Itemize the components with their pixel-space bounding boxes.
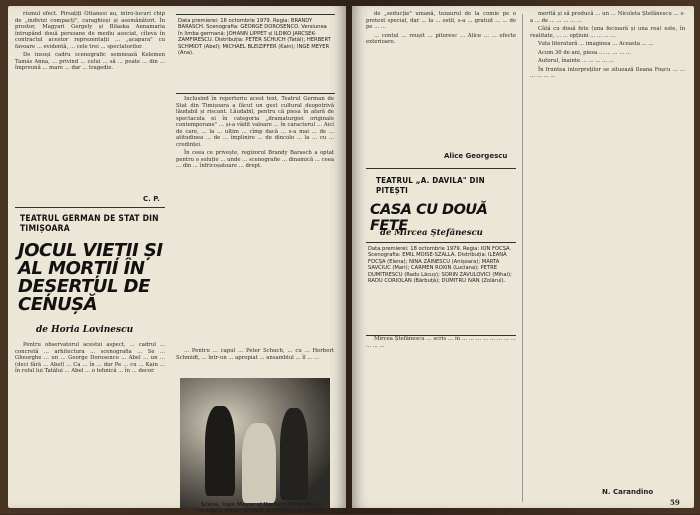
text-paragraph: În fruntea interpreților se situează Ileana Foșcu ... ... ... ... ... ... — [530, 66, 685, 79]
text-paragraph: Mircea Ștefănescu ... scris ... în ... ... ... ... ... ... ... ... ... ... ... — [366, 336, 516, 349]
text-paragraph: Autorul, înainte ... ... ... ... ... — [538, 58, 614, 64]
left-page — [8, 6, 346, 515]
byline: de Mircea Ștefănescu — [380, 228, 483, 238]
left-top-column — [15, 11, 165, 191]
byline: de Horia Lovinescu — [36, 325, 134, 335]
figure-silhouette — [205, 406, 235, 496]
text-paragraph: De insuși cadru scenografic semnează Kelemen Tamás Anna, ... privind ... celui ... să ... poate ... din ... împreună ... mare ... dar ... tragedie. — [15, 52, 165, 71]
premiere-credits-box: Data premierei: 18 octombrie 1979. Regia: ION FOCȘA. Scenografia: EMIL MOISE-SZALLA. Distribuția: ILEANA FOCȘA (Elena); NINA ZĂINESCU (Anișoara); MARTA SAVCIUC (Mari); CARMEN ROXIN (Luciana); PETRE DUMITRESCU (Radu Lăcuș); SORIN ZAVULOVICI (Mihai); RADU CORIOLAN (Bărbuță); DUMITRU IVAN (Zolărul). — [366, 242, 516, 336]
play-title: JOCUL VIEȚII ȘI AL MORȚII ÎN DEȘERTUL DE CENUȘĂ — [18, 240, 163, 315]
text-paragraph: Vuta literatură ... imaginea ... Aceasta ... ... — [538, 41, 654, 47]
text-paragraph: ... contul ... reușit ... pitoresc ... Alice ... ... efecte exterioare. — [366, 32, 516, 45]
text-paragraph: În ceea ce privește, regizorul Brandy Barasch a optat pentru o soluție ... unde ... scenografie ... dinamică ... ceea ... din ... înfricoșatoare ... drept. — [176, 150, 334, 169]
column-rule — [522, 14, 523, 502]
signature-right-bottom: N. Carandino — [602, 488, 654, 496]
play-title: CASA CU DOUĂ FETE — [370, 202, 488, 234]
left-lower-column — [15, 342, 165, 502]
theatre-heading: TEATRUL „A. DAVILA" DIN PITEȘTI — [376, 176, 485, 195]
text-paragraph: Pentru observatorul acestui aspect, ... cadrul ... concretă ... arhitectura ... scenografia ... Se ... Gheorghe ... un ... George Dorosenco ... Abel ... un ... (deci fără ... Abel) ... Ca ... în ... dar Pe ... cu ... Kain ... în rolul lui Tatălui ... Abel ... o tehnică ... în ... decor. — [15, 342, 165, 374]
text-paragraph: merită și să producă ... un ... Nicoleta Ștefănescu ... s-a ... de ... ... ... ... ... — [530, 11, 685, 24]
figure-silhouette — [280, 408, 308, 500]
divider — [366, 168, 516, 169]
production-photo — [180, 378, 330, 508]
divider — [15, 207, 165, 208]
photo-caption: Scena, Inge Meyer și Herbert Schmidt; în dreapta, Peter Schuch și Michael Bleiziffer — [198, 502, 324, 515]
text-paragraph: Acum 30 de ani, piesa ... ... ... ... ... — [538, 49, 631, 56]
text-paragraph: Inclusind în repertoriu acest text, Teatrul German de Stat din Timișoara a făcut un gest cultural deopotrivă lăudabil și riscant. Lăudabil, pentru că piesa în afară de spectacula ei în categoria „dramaturgiei originale contemporane" ... și-a vădit valoare ... în caracterul ... Aici de care, ... la ... ultim ... cîmp dacă ... s-a mai ... de ... atitudinea ... de ... împlinire ... de dincolo ... la ... cu ... credinței. — [176, 96, 334, 148]
signature-left: C. P. — [143, 195, 160, 203]
text-paragraph: de „seducție" umană, tezaurul de la comie pe o pretext special, dar ... la ... ostil, s-a ... gratuit ... ... de pe ... ... — [366, 11, 516, 30]
premiere-credits-box: Data premierei: 16 octombrie 1979. Regia: BRANDY BARASCH. Scenografia: GEORGE DOROSENCO. Versiunea în limba germană: JOHANN LIPPET și ILDIKO JARCSEK-ZAMFIRESCU. Distribuția: PETER SCHUCH (Tatăl); HERBERT SCHMIDT (Abel); MICHAEL BLEIZIFFER (Kain); INGE MEYER (Ana). — [176, 14, 335, 94]
right-page — [352, 6, 694, 508]
signature-right-top: Alice Georgescu — [444, 152, 508, 160]
text-paragraph: Câtă cu două fete (una fecioară și una rea) este, în realitate, ... ... opțiuni ... ... ... ... — [530, 26, 685, 39]
theatre-heading: TEATRUL GERMAN DE STAT DIN TIMIȘOARA — [20, 214, 159, 234]
page-number: 59 — [670, 498, 680, 507]
right-left-column-top — [366, 11, 516, 149]
left-middle-column — [176, 96, 334, 346]
right-right-column — [530, 11, 685, 481]
text-paragraph: ... Pentru ... capul ... Peter Schuch, ... cu ... Herbert Schmidt, ... într-un ... apropiat ... ansamblul ... îl ... ... — [176, 348, 334, 361]
text-paragraph: rismul efect. Pirsațiți Ottanesi au, intro-lucuri chip de „indivizi compacți", caraghioși și asemănători. În prostor, Magyari Gergely și Bilaska Annamaria întrupând două persoane de mediu asociat, cîteva în contractul acestor reprezentații ... „acapara" cu favoare ... evidentă, ... cele trei ... spectatorilor. — [15, 11, 165, 50]
left-right-column-top — [176, 348, 334, 368]
right-left-column-lower — [366, 336, 516, 506]
figure-silhouette — [242, 423, 276, 503]
